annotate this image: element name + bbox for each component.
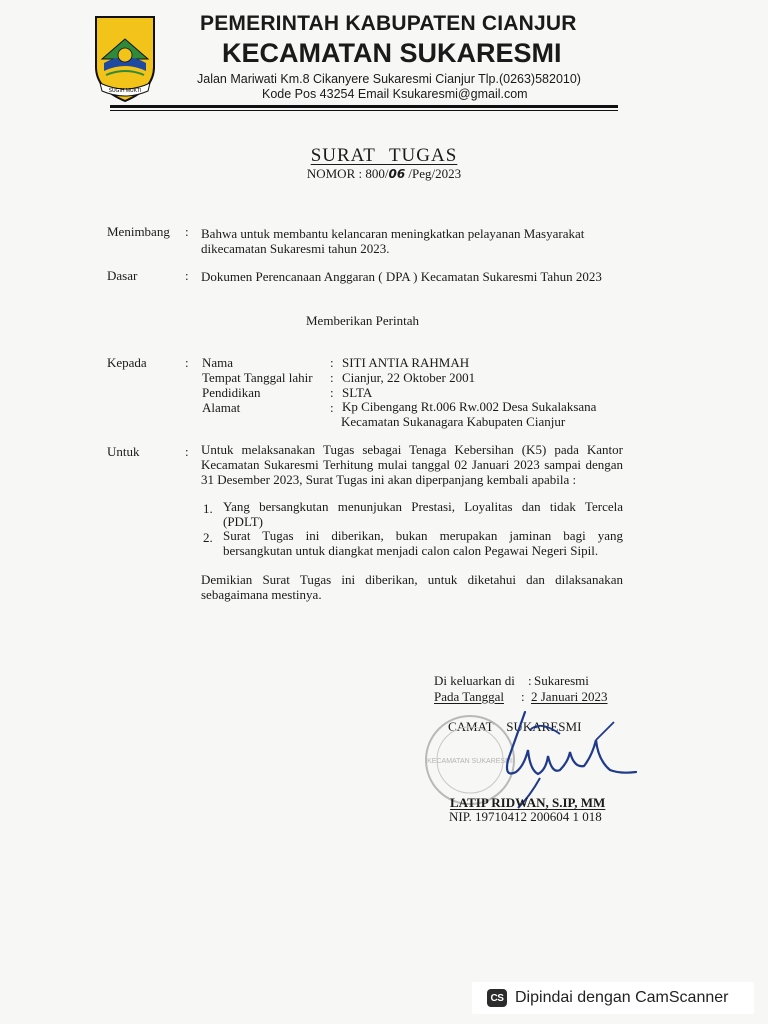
ttl-value: Cianjur, 22 Oktober 2001 [342,370,476,385]
list-item-1-line2: (PDLT) [223,514,263,529]
kepada-label: Kepada [107,355,147,370]
list-item-1-number: 1. [203,501,213,516]
untuk-label: Untuk [107,444,140,459]
untuk-line2: Kecamatan Sukaresmi Terhitung mulai tanggal 02 Januari 2023 sampai dengan [201,457,623,472]
handwritten-number: 06 [388,167,406,181]
letterhead-rule-thin [110,110,618,111]
letterhead-district: KECAMATAN SUKARESMI [222,38,562,68]
nama-label: Nama [202,355,234,370]
menimbang-line1: Bahwa untuk membantu kelancaran meningkatkan pelayanan Masyarakat [201,226,585,241]
alamat-value: Kp Cibengang Rt.006 Rw.002 Desa Sukalaksana [342,399,597,414]
signatory-nip: NIP. 19710412 200604 1 018 [449,809,602,824]
place-label: Di keluarkan di [434,673,515,688]
list-item-1-line1: Yang bersangkutan menunjukan Prestasi, Loyalitas dan tidak Tercela [223,499,623,514]
camscanner-icon: CS [487,989,507,1007]
closing-line1: Demikian Surat Tugas ini diberikan, untuk diketahui dan dilaksanakan [201,572,623,587]
logo-banner-text: SUGIH MUKTI [108,88,142,94]
ttl-colon: : [330,370,334,385]
letterhead-rule [110,105,618,108]
untuk-line3: 31 Desember 2023, Surat Tugas ini akan diperpanjang kembali apabila : [201,472,577,487]
kepada-colon: : [185,355,189,370]
place-colon: : [528,673,532,688]
menimbang-line2: dikecamatan Sukaresmi tahun 2023. [201,241,390,256]
nama-colon: : [330,355,334,370]
list-item-2-line2: bersangkutan untuk diangkat menjadi calon calon Pegawai Negeri Sipil. [223,543,599,558]
signatory-name: LATIP RIDWAN, S.IP, MM [450,795,606,810]
ttl-label: Tempat Tanggal lahir [202,370,313,385]
menimbang-colon: : [185,224,189,239]
stamp-text: KECAMATAN SUKARESMI [427,758,513,765]
place-value: Sukaresmi [534,673,589,688]
list-item-2-line1: Surat Tugas ini diberikan, bukan merupakan jaminan bagi yang [223,528,623,543]
untuk-colon: : [185,444,189,459]
pendidikan-label: Pendidikan [202,385,261,400]
camscanner-badge [472,982,754,1014]
alamat-label: Alamat [202,400,241,415]
dasar-colon: : [185,268,189,283]
dasar-text: Dokumen Perencanaan Anggaran ( DPA ) Kecamatan Sukaresmi Tahun 2023 [201,269,602,284]
letterhead-contact: Kode Pos 43254 Email Ksukaresmi@gmail.com [262,87,528,101]
alamat-line2: Kecamatan Sukanagara Kabupaten Cianjur [341,414,566,429]
nama-value: SITI ANTIA RAHMAH [342,355,470,370]
signatory-position: CAMAT SUKARESMI [448,719,582,734]
date-colon: : [521,689,525,704]
menimbang-label: Menimbang [107,224,170,239]
letterhead-address: Jalan Mariwati Km.8 Cikanyere Sukaresmi Cianjur Tlp.(0263)582010) [197,72,581,86]
letterhead-government: PEMERINTAH KABUPATEN CIANJUR [200,12,577,35]
dasar-label: Dasar [107,268,138,283]
list-item-2-number: 2. [203,530,213,545]
date-value: 2 Januari 2023 [531,689,608,704]
pendidikan-colon: : [330,385,334,400]
untuk-line1: Untuk melaksanakan Tugas sebagai Tenaga Kebersihan (K5) pada Kantor [201,442,623,457]
alamat-colon: : [330,400,334,415]
closing-line2: sebagaimana mestinya. [201,587,322,602]
date-label: Pada Tanggal [434,689,504,704]
pendidikan-value: SLTA [342,385,373,400]
cianjur-regency-logo [92,15,158,103]
camscanner-text: Dipindai dengan CamScanner [515,989,729,1006]
document-number: NOMOR : 800/06 /Peg/2023 [306,166,462,181]
document-title: SURAT TUGAS [310,145,458,166]
perintah-heading: Memberikan Perintah [306,313,419,328]
